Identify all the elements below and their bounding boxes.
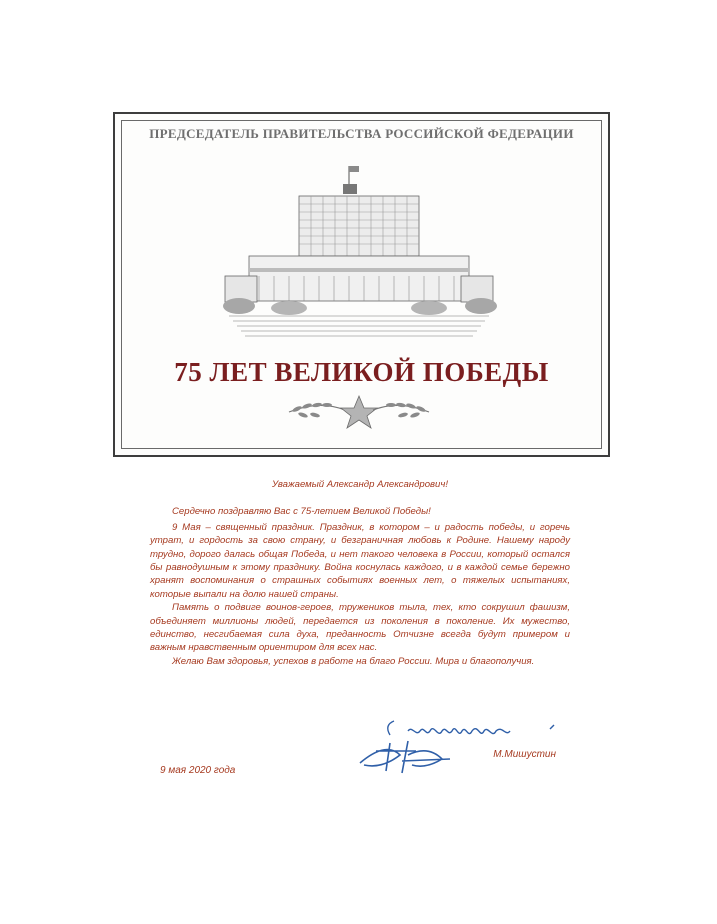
letter-date: 9 мая 2020 года bbox=[160, 765, 236, 776]
letter-greeting: Уважаемый Александр Александрович! bbox=[271, 479, 449, 490]
letter-body bbox=[150, 478, 570, 668]
white-house-building-illustration bbox=[219, 156, 499, 351]
letter-paragraph-1: Сердечно поздравляю Вас с 75-летием Великой Победы! bbox=[172, 506, 431, 518]
letterhead-header: ПРЕДСЕДАТЕЛЬ ПРАВИТЕЛЬСТВА РОССИЙСКОЙ ФЕДЕРАЦИИ bbox=[149, 126, 574, 141]
handwritten-signature bbox=[356, 735, 456, 775]
signer-name: М.Мишустин bbox=[493, 749, 556, 760]
letter-paragraph-3: Память о подвиге воинов-героев, тружеников тыла, тех, кто сокрушил фашизм, объединяет миллионы людей, передается из поколения в поколение. Их мужество, единство, несгибаемая сила духа, преданность Отчизне всегда будут примером и важным нравственным ориентиром для всех нас. bbox=[150, 602, 570, 654]
letter-paragraph-4: Желаю Вам здоровья, успехов в работе на благо России. Мира и благополучия. bbox=[172, 655, 535, 667]
star-with-laurel-icon bbox=[279, 390, 439, 430]
anniversary-title: 75 ЛЕТ ВЕЛИКОЙ ПОБЕДЫ bbox=[174, 357, 549, 387]
signature-block bbox=[150, 713, 570, 783]
letter-paragraph-2: 9 Мая – священный праздник. Праздник, в котором – и радость победы, и горечь утрат, и гордость за свою страну, и безграничная любовь к Родине. Нашему народу трудно, дорого далась общая Победа, и нет такого человека в России, который остался бы равнодушным к этому празднику. Война коснулась каждого, и в каждой семье бережно хранят воспоминания о страшных событиях военных лет, о тяжелых испытаниях, которые выпали на долю нашей страны. bbox=[150, 521, 570, 600]
letterhead-card bbox=[113, 112, 610, 457]
